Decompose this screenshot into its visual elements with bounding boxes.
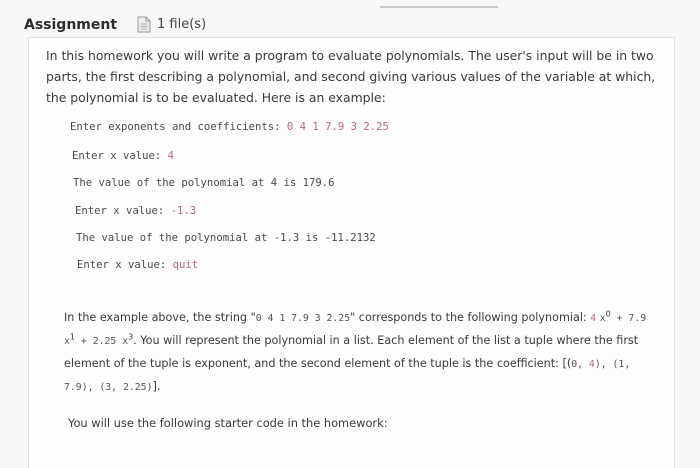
example-input: 4	[167, 150, 175, 162]
explanation-paragraph: In the example above, the string "0 4 1 7.9 3 2.25" corresponds to the following polynomial: 4 $x^0 + 7.9$ $x^1 + 2.25$ $x^3$. You will represent the polynomial in a list. Each element of the list a tuple where the first element of the tuple is exponent, and the second element of the tuple is the coefficient: [(0, 4), (1, 7.9), (3, 2.25)].	[64, 309, 647, 393]
assignment-header	[24, 16, 206, 33]
example-line-1	[70, 121, 389, 133]
example-line-2	[72, 150, 174, 162]
file-count-link[interactable]: 1 file(s)	[157, 17, 207, 32]
starter-code-text: You will use the following starter code in the homework:	[68, 416, 388, 430]
assignment-title: Assignment	[24, 16, 118, 33]
example-line-6	[77, 259, 198, 271]
file-icon[interactable]	[137, 16, 151, 33]
example-line-5: The value of the polynomial at -1.3 is -11.2132	[76, 232, 376, 244]
example-prompt: Enter x value:	[72, 150, 168, 162]
example-prompt: Enter exponents and coefficients:	[70, 121, 287, 133]
example-prompt: Enter x value:	[77, 259, 173, 271]
example-prompt: Enter x value:	[75, 205, 171, 217]
code-string: 0 4 1 7.9 3 2.25	[255, 313, 351, 324]
top-divider	[380, 6, 498, 8]
example-input: 0 4 1 7.9 3 2.25	[286, 121, 389, 133]
example-input: quit	[172, 259, 199, 271]
example-line-3: The value of the polynomial at 4 is 179.6	[73, 177, 335, 189]
example-input: -1.3	[170, 205, 197, 217]
intro-paragraph: In this homework you will write a program to evaluate polynomials. The user's input will be in two parts, the first describing a polynomial, and second giving various values of the variable at which, the polynomial is to be evaluated. Here is an example:	[46, 48, 656, 105]
example-line-4	[75, 205, 196, 217]
